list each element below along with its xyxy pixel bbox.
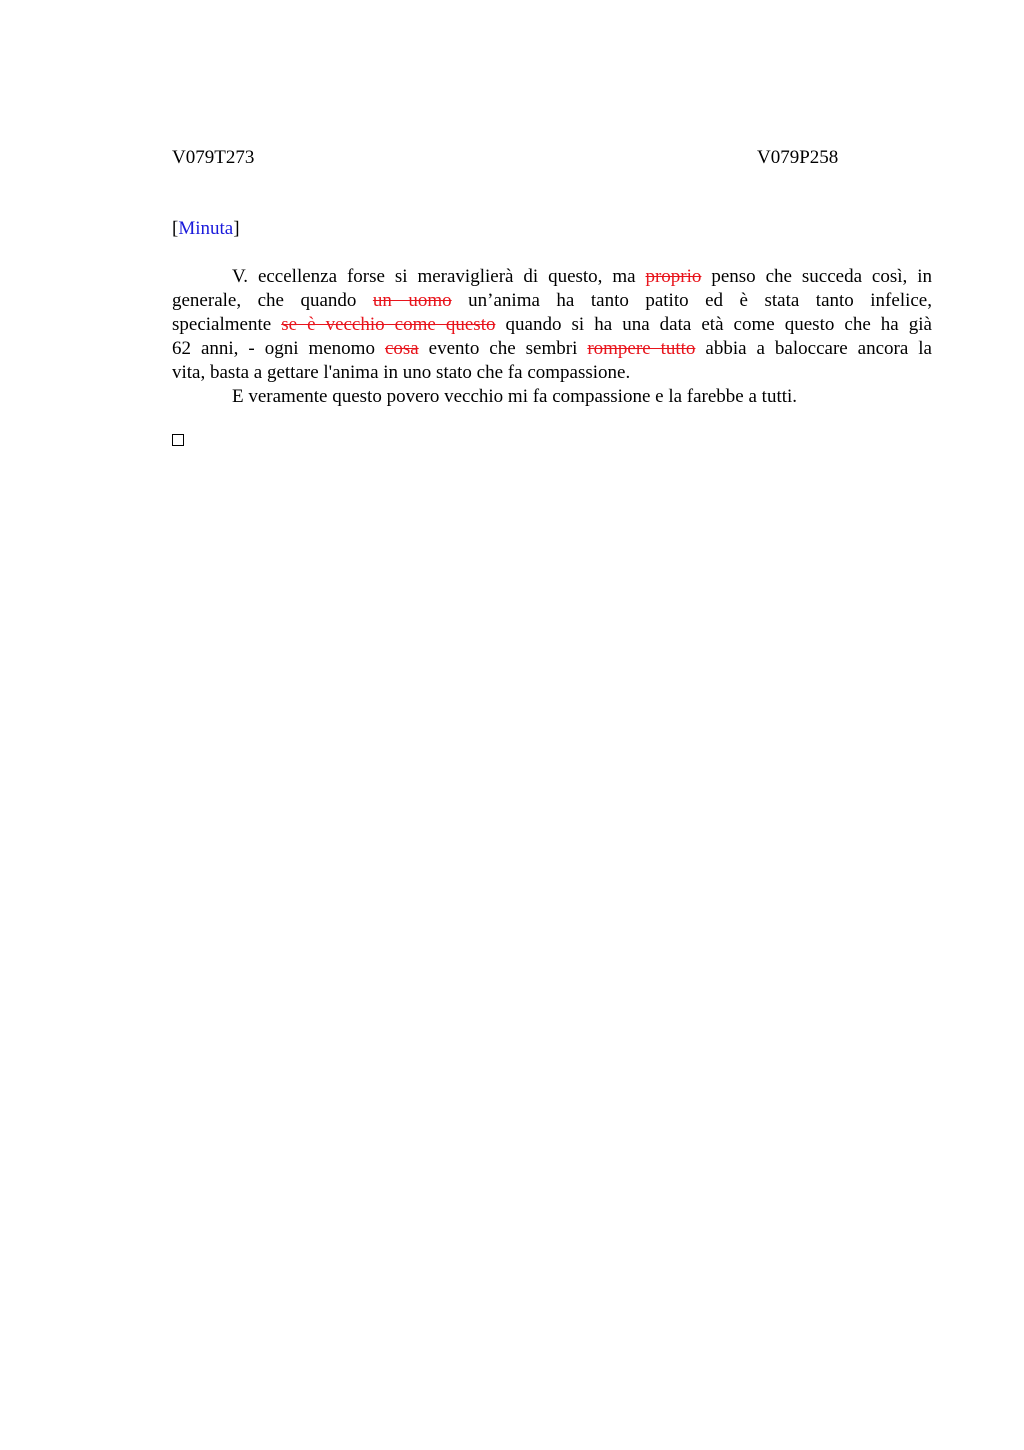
paragraph-1-line-1 [172,265,932,289]
text-segment: specialmente [172,314,282,335]
deleted-word: se è vecchio come questo [281,314,496,335]
deleted-word: rompere tutto [587,338,696,359]
text-segment: quando si ha una data età come questo che ha già [495,314,932,335]
paragraph-1-line-2 [172,289,932,313]
deleted-word: proprio [645,266,702,287]
bracket-open: [ [172,218,179,239]
text-segment: generale, che quando [172,290,373,311]
end-square-icon [172,434,184,446]
text-segment: V. eccellenza forse si meraviglierà di questo, ma [232,266,646,287]
paragraph-1-line-4 [172,337,932,361]
paragraph-2: E veramente questo povero vecchio mi fa compassione e la farebbe a tutti. [232,386,798,407]
paragraph-1-line-3 [172,313,932,337]
text-segment: 62 anni, - ogni menomo [172,338,385,359]
section-label [172,217,240,241]
document-id-right: V079P258 [757,147,839,168]
text-segment: abbia a baloccare ancora la [695,338,932,359]
text-segment: evento che sembri [418,338,588,359]
document-id-left: V079T273 [172,147,255,168]
letter-body [172,265,932,409]
text-segment: penso che succeda così, in [701,266,932,287]
paragraph-1-line-5: vita, basta a gettare l'anima in uno stato che fa compassione. [172,362,631,383]
bracket-close: ] [233,218,240,239]
text-segment: un’anima ha tanto patito ed è stata tanto infelice, [451,290,932,311]
section-label-text: Minuta [178,218,234,239]
deleted-word: cosa [384,338,419,359]
deleted-word: un uomo [372,290,452,311]
